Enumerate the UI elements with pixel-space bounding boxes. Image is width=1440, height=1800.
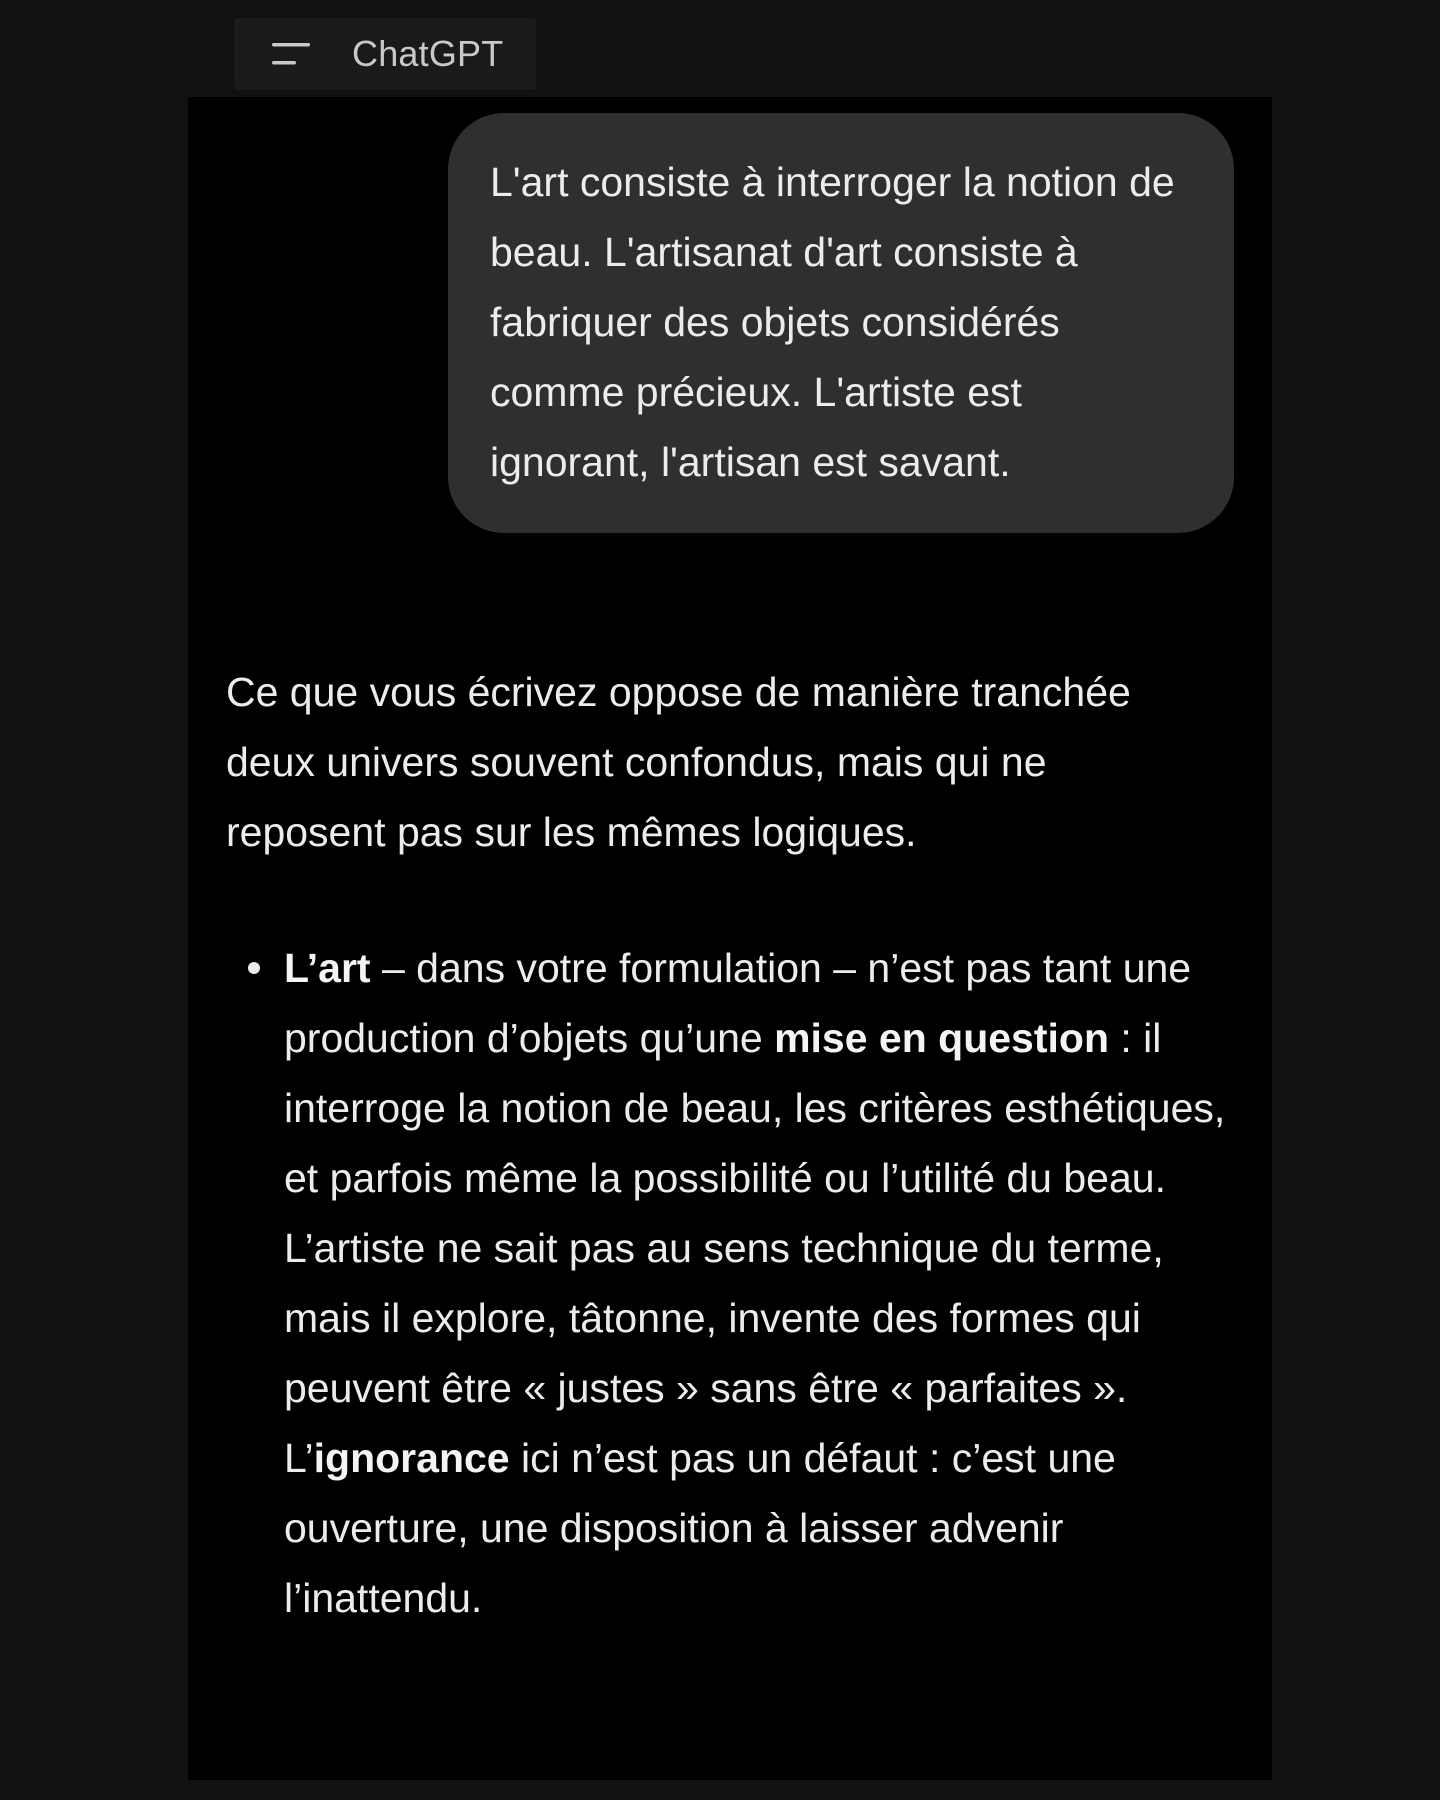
list-item: [226, 933, 1236, 1633]
bold-term-mise-en-question: mise en question: [774, 1015, 1109, 1061]
assistant-message: [226, 657, 1236, 1633]
assistant-intro-paragraph: Ce que vous écrivez oppose de manière tranchée deux univers souvent confondus, mais qui ne reposent pas sur les mêmes logiques.: [226, 669, 1131, 855]
assistant-bullet-list: [226, 933, 1236, 1633]
app-title[interactable]: ChatGPT: [352, 33, 504, 74]
bold-term-ignorance: ignorance: [313, 1435, 510, 1481]
chat-panel: [188, 97, 1272, 1780]
user-message-bubble: [448, 113, 1234, 533]
bold-term-art: L’art: [284, 945, 371, 991]
bullet-dot: [248, 962, 260, 974]
bullet-text-segment: : il interroge la notion de beau, les critères esthétiques, et parfois même la possibilité ou l’utilité du beau. L’artiste ne sait pas au sens technique du terme, mais il explore, tâtonne, invente des formes qui peuvent être « justes » sans être « parfaites ». L’: [284, 1015, 1226, 1481]
bullet-text-segment: – dans votre formulation – n’est pas tant une production d’objets qu’une: [284, 945, 1192, 1061]
bullet-text-segment: ici n’est pas un défaut : c’est une ouverture, une disposition à laisser advenir l’inattendu.: [284, 1435, 1116, 1621]
top-header: [234, 18, 536, 90]
menu-icon[interactable]: [270, 40, 312, 68]
user-message-text: L'art consiste à interroger la notion de beau. L'artisanat d'art consiste à fabriquer des objets considérés comme précieux. L'artiste est ignorant, l'artisan est savant.: [490, 159, 1175, 485]
